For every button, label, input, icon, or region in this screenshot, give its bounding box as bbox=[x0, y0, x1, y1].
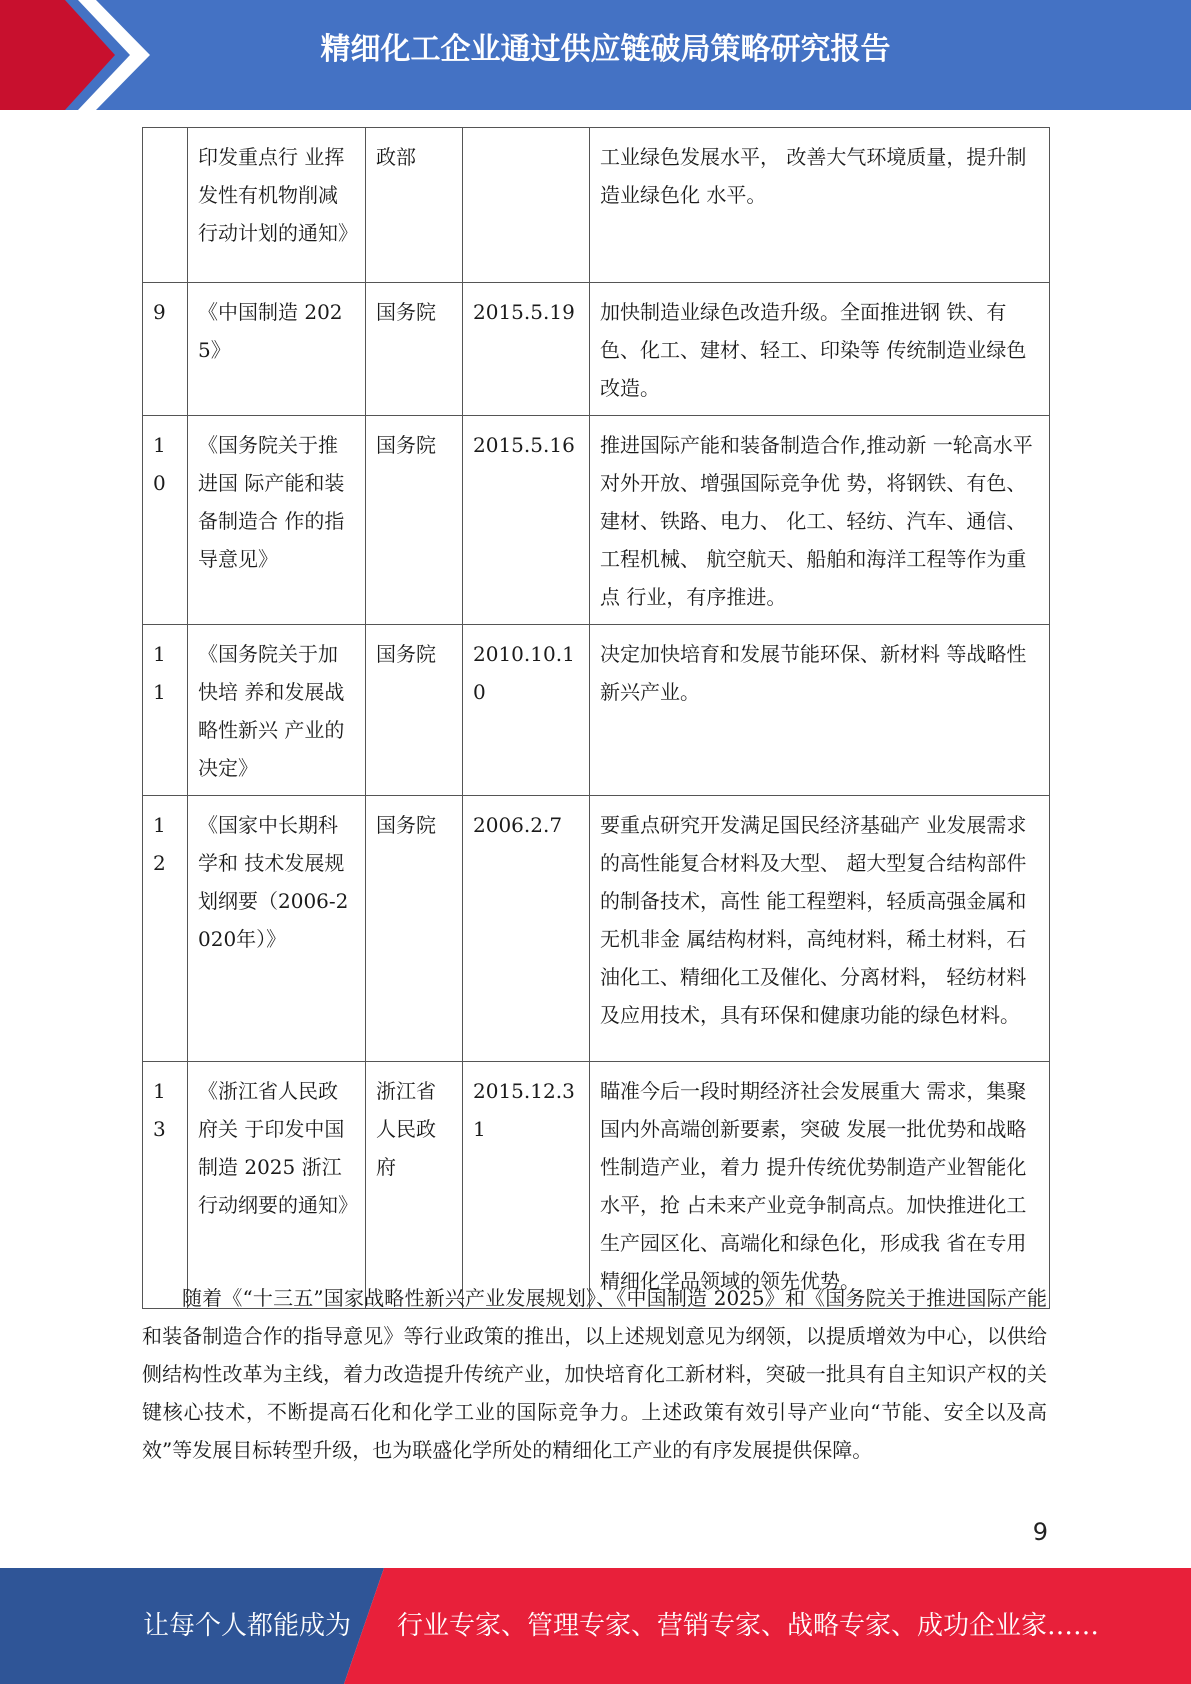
policy-content: 加快制造业绿色改造升级。全面推进钢 铁、有色、化工、建材、轻工、印染等 传统制造业绿色改造。 bbox=[590, 283, 1050, 416]
policy-title: 《中国制造 2025》 bbox=[188, 283, 366, 416]
table-row bbox=[143, 796, 1050, 1062]
policy-issuer: 浙江省人民政府 bbox=[366, 1062, 463, 1309]
row-number: 9 bbox=[143, 283, 188, 416]
row-number: 11 bbox=[143, 625, 188, 796]
footer-slogan-left: 让每个人都能成为 bbox=[143, 1611, 352, 1641]
policy-content: 瞄准今后一段时期经济社会发展重大 需求，集聚国内外高端创新要素，突破 发展一批优势和战略性制造产业，着力 提升传统优势制造产业智能化水平，抢 占未来产业竞争制高点。加快推进化工 生产园区化、高端化和绿色化，形成我 省在专用精细化学品领域的领先优势。 bbox=[590, 1062, 1050, 1309]
row-number: 13 bbox=[143, 1062, 188, 1309]
table-row bbox=[143, 283, 1050, 416]
policy-title: 《国务院关于推进国 际产能和装备制造合 作的指导意见》 bbox=[188, 416, 366, 625]
table-row bbox=[143, 128, 1050, 283]
policy-content: 要重点研究开发满足国民经济基础产 业发展需求的高性能复合材料及大型、 超大型复合结构部件的制备技术，高性 能工程塑料，轻质高强金属和无机非金 属结构材料，高纯材料，稀土材料，石 油化工、精细化工及催化、分离材料， 轻纺材料及应用技术，具有环保和健康功能的绿色材料。 bbox=[590, 796, 1050, 1062]
policy-issuer: 国务院 bbox=[366, 796, 463, 1062]
page-footer bbox=[0, 1568, 1191, 1684]
policy-issuer: 政部 bbox=[366, 128, 463, 283]
row-number bbox=[143, 128, 188, 283]
table-row bbox=[143, 416, 1050, 625]
row-number: 12 bbox=[143, 796, 188, 1062]
policy-date: 2015.12.31 bbox=[463, 1062, 590, 1309]
policy-date bbox=[463, 128, 590, 283]
table-row bbox=[143, 625, 1050, 796]
policy-title: 印发重点行 业挥发性有机物削减 行动计划的通知》 bbox=[188, 128, 366, 283]
policy-content: 推进国际产能和装备制造合作,推动新 一轮高水平对外开放、增强国际竞争优 势，将钢铁、有色、建材、铁路、电力、 化工、轻纺、汽车、通信、工程机械、 航空航天、船舶和海洋工程等作为重点 行业，有序推进。 bbox=[590, 416, 1050, 625]
row-number: 10 bbox=[143, 416, 188, 625]
policy-content: 工业绿色发展水平， 改善大气环境质量，提升制造业绿色化 水平。 bbox=[590, 128, 1050, 283]
policy-issuer: 国务院 bbox=[366, 416, 463, 625]
page-number: 9 bbox=[1032, 1518, 1048, 1546]
table-row bbox=[143, 1062, 1050, 1309]
policy-issuer: 国务院 bbox=[366, 625, 463, 796]
policy-date: 2015.5.19 bbox=[463, 283, 590, 416]
report-title: 精细化工企业通过供应链破局策略研究报告 bbox=[320, 32, 891, 67]
policy-title: 《浙江省人民政府关 于印发中国制造 2025 浙江行动纲要的通知》 bbox=[188, 1062, 366, 1309]
body-paragraph: 随着《“十三五”国家战略性新兴产业发展规划》、《中国制造 2025》和《国务院关于推进国际产能和装备制造合作的指导意见》等行业政策的推出，以上述规划意见为纲领，以提质增效为中心，以供给侧结构性改革为主线，着力改造提升传统产业，加快培育化工新材料，突破一批具有自主知识产权的关键核心技术，不断提高石化和化学工业的国际竞争力。上述政策有效引导产业向“节能、安全以及高效”等发展目标转型升级，也为联盛化学所处的精细化工产业的有序发展提供保障。 bbox=[142, 1286, 1047, 1462]
policy-date: 2010.10.10 bbox=[463, 625, 590, 796]
policy-title: 《国务院关于加快培 养和发展战略性新兴 产业的决定》 bbox=[188, 625, 366, 796]
footer-slogan-right: 行业专家、管理专家、营销专家、战略专家、成功企业家…… bbox=[397, 1611, 1100, 1641]
policy-date: 2015.5.16 bbox=[463, 416, 590, 625]
policy-title: 《国家中长期科学和 技术发展规划纲要（2006-2020年）》 bbox=[188, 796, 366, 1062]
policy-content: 决定加快培育和发展节能环保、新材料 等战略性新兴产业。 bbox=[590, 625, 1050, 796]
policy-table bbox=[142, 127, 1050, 1309]
policy-issuer: 国务院 bbox=[366, 283, 463, 416]
page-header bbox=[0, 0, 1191, 110]
policy-date: 2006.2.7 bbox=[463, 796, 590, 1062]
